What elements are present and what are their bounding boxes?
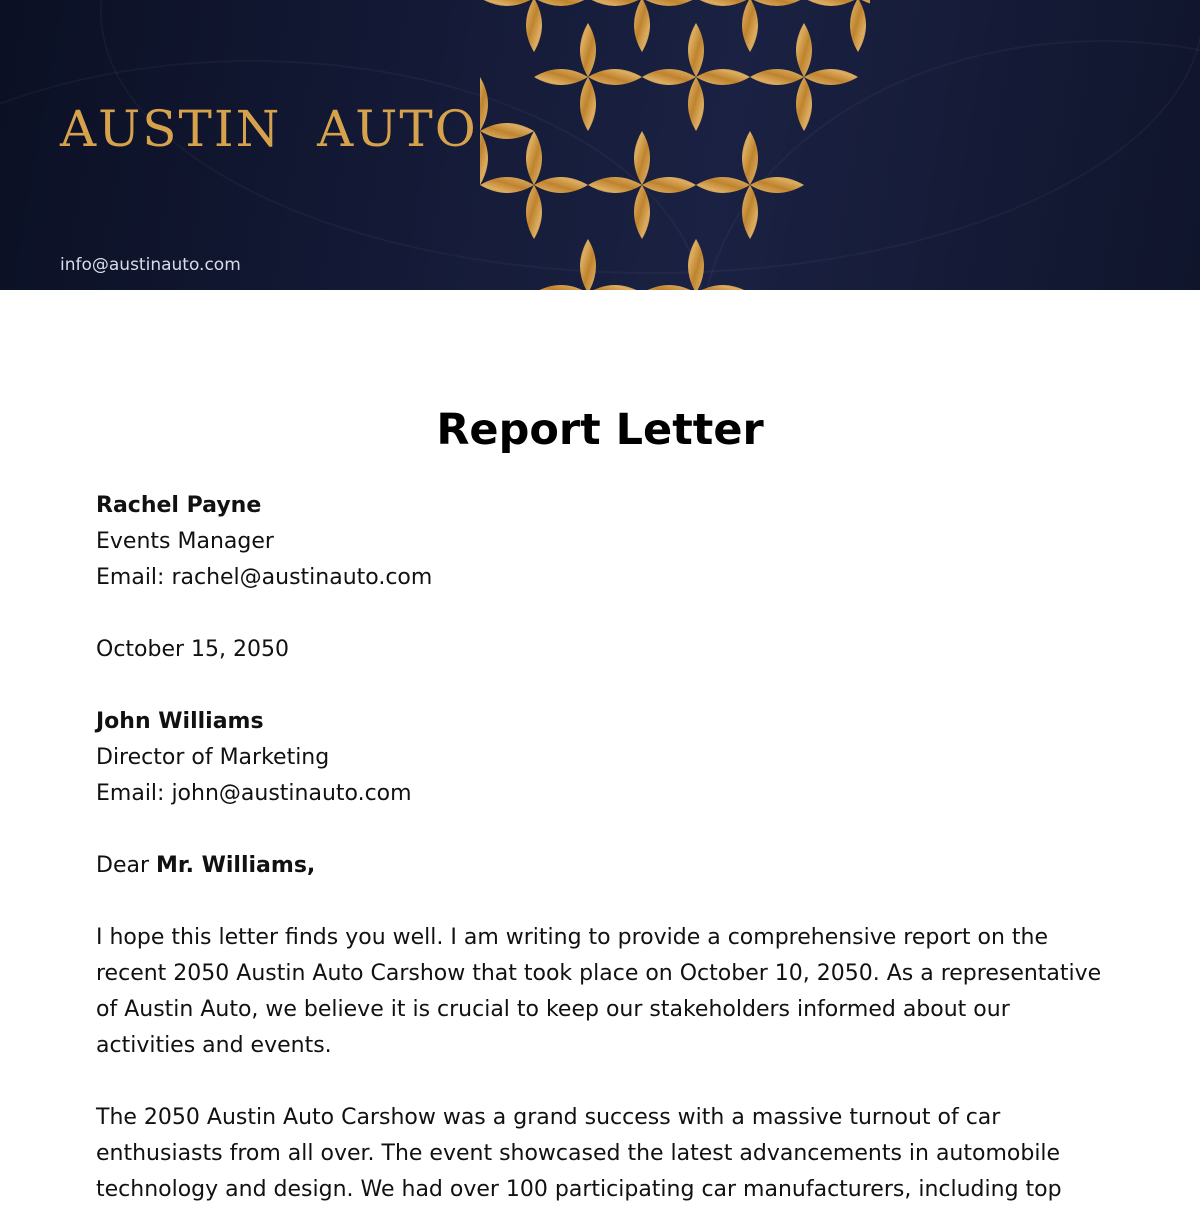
gold-petal-pattern: [480, 0, 870, 290]
recipient-email: Email: john@austinauto.com: [96, 781, 412, 806]
document-title: Report Letter: [436, 405, 764, 455]
salutation: [96, 848, 1106, 884]
salutation-name: Mr. Williams,: [156, 853, 316, 878]
sender-email: Email: rachel@austinauto.com: [96, 565, 433, 590]
letter-body: [96, 488, 1106, 1208]
salutation-prefix: Dear: [96, 853, 156, 878]
recipient-role: Director of Marketing: [96, 745, 330, 770]
header-banner: [0, 0, 1200, 290]
company-logo-text: AUSTIN AUTO: [60, 100, 478, 158]
body-paragraph: The 2050 Austin Auto Carshow was a grand success with a massive turnout of car enthusiasts from all over. The event showcased the latest advancements in automobile technology and design. We had over 100 participating car manufacturers, including top: [96, 1105, 1062, 1202]
recipient-name: John Williams: [96, 709, 264, 734]
sender-role: Events Manager: [96, 529, 274, 554]
letter-date: October 15, 2050: [96, 637, 290, 662]
header-email: info@austinauto.com: [60, 255, 241, 275]
body-paragraph: I hope this letter finds you well. I am writing to provide a comprehensive report on the recent 2050 Austin Auto Carshow that took place on October 10, 2050. As a representative of Austin Auto, we believe it is crucial to keep our stakeholders informed about our activities and events.: [96, 925, 1102, 1058]
sender-name: Rachel Payne: [96, 493, 262, 518]
